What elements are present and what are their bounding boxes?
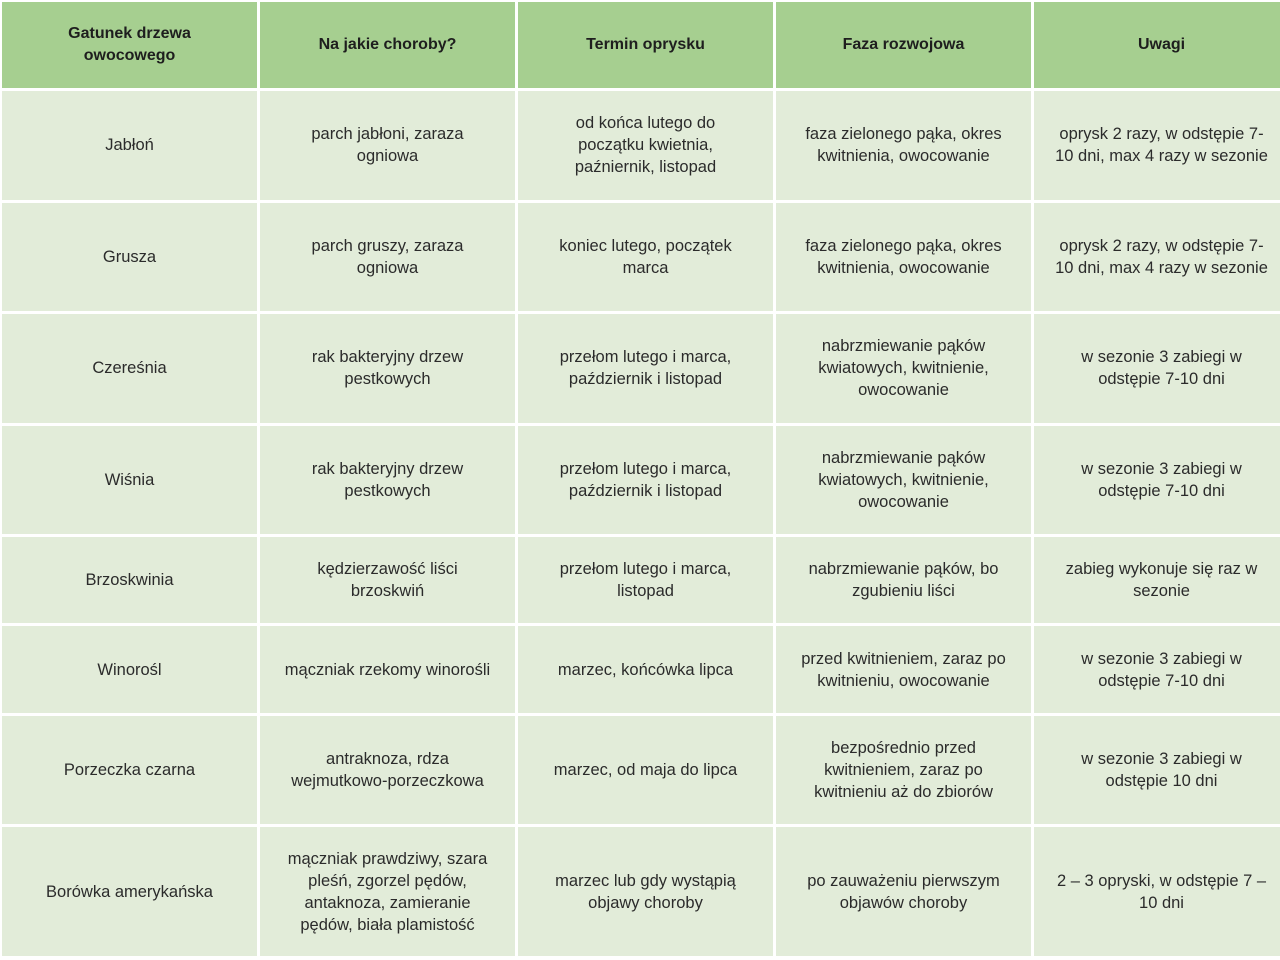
cell-notes: w sezonie 3 zabiegi w odstępie 7-10 dni [1034, 626, 1280, 712]
cell-diseases: rak bakteryjny drzew pestkowych [260, 314, 515, 423]
cell-growth-phase: bezpośrednio przed kwitnieniem, zaraz po kwitnieniu aż do zbiorów [776, 716, 1031, 825]
cell-spray-date: od końca lutego do początku kwietnia, paźniernik, listopad [518, 91, 773, 200]
table-row [2, 426, 1280, 535]
table-row [2, 314, 1280, 423]
cell-growth-phase: nabrzmiewanie pąków kwiatowych, kwitnienie, owocowanie [776, 426, 1031, 535]
cell-species: Porzeczka czarna [2, 716, 257, 825]
cell-notes: oprysk 2 razy, w odstępie 7-10 dni, max 4 razy w sezonie [1034, 203, 1280, 312]
cell-species: Czereśnia [2, 314, 257, 423]
cell-spray-date: przełom lutego i marca, październik i listopad [518, 314, 773, 423]
header-growth-phase: Faza rozwojowa [776, 2, 1031, 88]
table-header-row [2, 2, 1280, 88]
cell-species: Wiśnia [2, 426, 257, 535]
cell-spray-date: przełom lutego i marca, październik i listopad [518, 426, 773, 535]
cell-species: Grusza [2, 203, 257, 312]
table-row [2, 827, 1280, 956]
table-row [2, 203, 1280, 312]
cell-diseases: mączniak rzekomy winorośli [260, 626, 515, 712]
cell-diseases: mączniak prawdziwy, szara pleśń, zgorzel pędów, antaknoza, zamieranie pędów, biała plamistość [260, 827, 515, 956]
cell-diseases: kędzierzawość liści brzoskwiń [260, 537, 515, 623]
cell-notes: oprysk 2 razy, w odstępie 7-10 dni, max 4 razy w sezonie [1034, 91, 1280, 200]
cell-notes: w sezonie 3 zabiegi w odstępie 7-10 dni [1034, 314, 1280, 423]
cell-species: Borówka amerykańska [2, 827, 257, 956]
cell-species: Winorośl [2, 626, 257, 712]
header-diseases: Na jakie choroby? [260, 2, 515, 88]
cell-spray-date: koniec lutego, początek marca [518, 203, 773, 312]
cell-notes: w sezonie 3 zabiegi w odstępie 7-10 dni [1034, 426, 1280, 535]
table-row [2, 716, 1280, 825]
header-notes: Uwagi [1034, 2, 1280, 88]
cell-notes: zabieg wykonuje się raz w sezonie [1034, 537, 1280, 623]
header-spray-date: Termin oprysku [518, 2, 773, 88]
cell-spray-date: marzec, od maja do lipca [518, 716, 773, 825]
cell-growth-phase: przed kwitnieniem, zaraz po kwitnieniu, owocowanie [776, 626, 1031, 712]
header-species: Gatunek drzewa owocowego [2, 2, 257, 88]
cell-growth-phase: nabrzmiewanie pąków kwiatowych, kwitnienie, owocowanie [776, 314, 1031, 423]
cell-diseases: antraknoza, rdza wejmutkowo-porzeczkowa [260, 716, 515, 825]
cell-spray-date: marzec, końcówka lipca [518, 626, 773, 712]
cell-growth-phase: nabrzmiewanie pąków, bo zgubieniu liści [776, 537, 1031, 623]
cell-notes: 2 – 3 opryski, w odstępie 7 – 10 dni [1034, 827, 1280, 956]
cell-diseases: parch jabłoni, zaraza ogniowa [260, 91, 515, 200]
table-row [2, 537, 1280, 623]
cell-growth-phase: faza zielonego pąka, okres kwitnienia, owocowanie [776, 203, 1031, 312]
cell-growth-phase: faza zielonego pąka, okres kwitnienia, owocowanie [776, 91, 1031, 200]
cell-notes: w sezonie 3 zabiegi w odstępie 10 dni [1034, 716, 1280, 825]
cell-diseases: parch gruszy, zaraza ogniowa [260, 203, 515, 312]
cell-spray-date: marzec lub gdy wystąpią objawy choroby [518, 827, 773, 956]
cell-species: Brzoskwinia [2, 537, 257, 623]
cell-species: Jabłoń [2, 91, 257, 200]
cell-diseases: rak bakteryjny drzew pestkowych [260, 426, 515, 535]
cell-growth-phase: po zauważeniu pierwszym objawów choroby [776, 827, 1031, 956]
table-row [2, 91, 1280, 200]
table-row [2, 626, 1280, 712]
cell-spray-date: przełom lutego i marca, listopad [518, 537, 773, 623]
